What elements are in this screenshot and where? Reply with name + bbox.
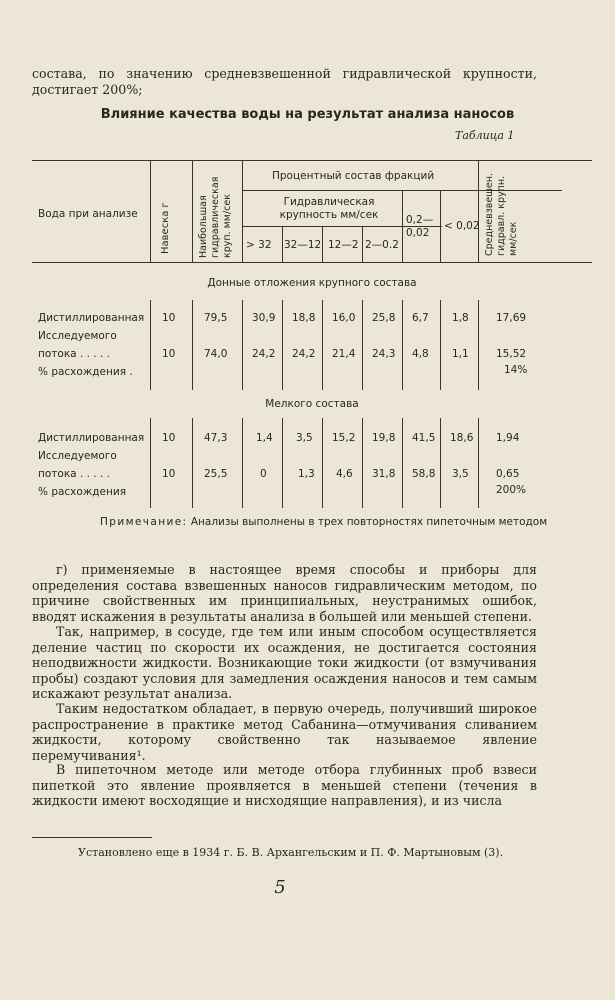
col-rule [362,418,363,508]
cell: 47,3 [204,432,228,444]
note-label: Примечание: [100,516,188,528]
col-rule [192,160,193,262]
cell: 1,1 [452,348,469,360]
cell: 1,3 [298,468,315,480]
table-title: Влияние качества воды на результат анализа наносов [100,107,515,122]
col-rule [282,300,283,390]
row-label: потока . . . . . [38,348,110,360]
cell: 58,8 [412,468,436,480]
data-table [32,150,592,520]
col-rule [150,300,151,390]
cell: 74,0 [204,348,228,360]
col-rule [478,418,479,508]
header-avg: Средневзвешен. гидравл. крупн. мм/сек [484,173,519,256]
row-label: % расхождения . [38,366,133,378]
header-max-size: Наибольшая гидравлическая круп. мм/сек [198,176,233,258]
cell: 10 [162,348,176,360]
col-rule [322,226,323,262]
header-c6: < 0,02 [444,220,480,232]
cell: 24,2 [292,348,316,360]
cell: 79,5 [204,312,228,324]
paragraph: г) применяемые в настоящее время способы и приборы для определения состава взвешенных наносов гидравлическим методом, по причине свойственных им принципиальных, неустранимых ошибок, вводят искажения в результаты анализа в большей или меньшей степени. [32,562,537,624]
header-c4: 2—0.2 [365,239,399,251]
cell: 24,2 [252,348,276,360]
col-rule [150,160,151,262]
section-title-fine: Мелкого состава [265,398,359,410]
cell: 1,4 [256,432,273,444]
header-fractions: Процентный состав фракций [272,170,435,182]
paragraph: Так, например, в сосуде, где тем или иным способом осуществляется деление частиц по скорости их осаждения, не достигается состояния неподвижности жидкости. Возникающие токи жидкости (от взмучивания пробы) создают условия для замедления осаждения наносов и тем самым искажают результат анализа. [32,624,537,702]
cell: 30,9 [252,312,276,324]
col-rule [362,226,363,262]
cell: 18,8 [292,312,316,324]
row-label: Исследуемого [38,330,117,342]
footnote: Установлено еще в 1934 г. Б. В. Архангельским и П. Ф. Мартыновым (3). [78,846,504,859]
header-c5: 0,2— 0,02 [406,214,434,239]
cell: 6,7 [412,312,429,324]
table-number: Таблица 1 [455,129,515,142]
row-label: % расхождения [38,486,127,498]
col-rule [282,226,283,262]
cell: 10 [162,312,176,324]
header-water: Вода при анализе [38,208,138,220]
row-label: Дистиллированная [38,312,145,324]
cell: 41,5 [412,432,436,444]
page-number: 5 [274,877,286,898]
paragraph: Таким недостатком обладает, в первую очередь, получивший широкое распространение в практике метод Сабанина—отмучивания сливанием жидкости, которому свойственно так называемое явление перемучивания¹. [32,701,537,763]
header-c3: 12—2 [328,239,359,251]
cell: 3,5 [296,432,313,444]
col-rule [440,300,441,390]
cell: 19,8 [372,432,396,444]
col-rule [402,418,403,508]
col-rule [478,300,479,390]
header-hydraulic: Гидравлическая крупность мм/сек [279,196,379,221]
col-rule [242,300,243,390]
col-rule [192,300,193,390]
col-rule [478,160,479,262]
cell: 18,6 [450,432,474,444]
col-rule [322,300,323,390]
table-note [100,516,560,529]
cell: 0,65 [496,468,520,480]
col-rule [242,418,243,508]
col-rule [192,418,193,508]
header-c2: 32—12 [284,239,322,251]
section-title-coarse: Донные отложения крупного состава [207,277,417,289]
cell: 1,94 [496,432,520,444]
cell: 15,52 [496,348,527,360]
cell: 25,5 [204,468,228,480]
cell: 31,8 [372,468,396,480]
col-rule [242,160,243,262]
footnote-rule [32,837,152,838]
cell: 16,0 [332,312,356,324]
col-rule [402,300,403,390]
cell: 10 [162,432,176,444]
col-rule [322,418,323,508]
cell: 17,69 [496,312,527,324]
cell: 15,2 [332,432,356,444]
table-top-rule [32,160,592,161]
cell: 25,8 [372,312,396,324]
row-label: Исследуемого [38,450,117,462]
cell: 24,3 [372,348,396,360]
col-rule [282,418,283,508]
cell: 21,4 [332,348,356,360]
paragraph: В пипеточном методе или методе отбора глубинных проб взвеси пипеткой это явление проявляется в меньшей степени (течения в жидкости имеют восходящие и нисходящие направления), и из числа [32,762,537,809]
cell: 3,5 [452,468,469,480]
row-label: Дистиллированная [38,432,145,444]
cell: 1,8 [452,312,469,324]
col-rule [440,190,441,262]
col-rule [150,418,151,508]
cell: 10 [162,468,176,480]
cell: 4,8 [412,348,429,360]
lead-paragraph: состава, по значению средневзвешенной гидравлической крупности, достигает 200%; [32,66,537,97]
col-rule [362,300,363,390]
cell: 0 [260,468,267,480]
cell: 4,6 [336,468,353,480]
cell: 14% [504,364,528,376]
header-sample: Навеска г [160,202,171,254]
col-rule [440,418,441,508]
cell: 200% [496,484,527,496]
header-bottom-rule [32,262,592,263]
note-text: Анализы выполнены в трех повторностях пипеточным методом [190,516,548,528]
row-label: потока . . . . . [38,468,110,480]
header-c1: > 32 [246,239,272,251]
